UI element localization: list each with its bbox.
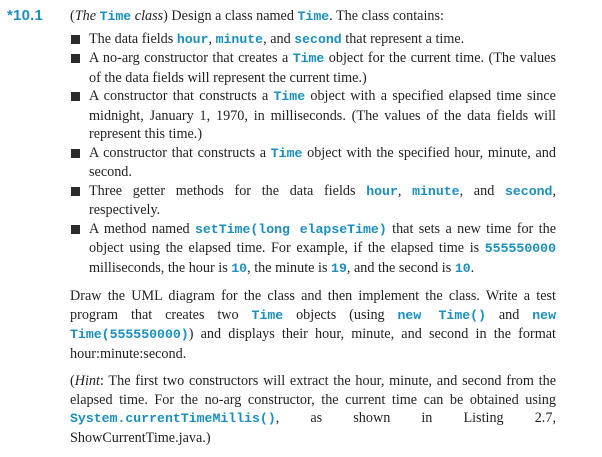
item-text: , and (459, 182, 505, 199)
square-bullet-icon (71, 225, 80, 234)
item-text: A constructor that constructs a (89, 88, 274, 104)
paragraph-code: new Time(555550000) (70, 307, 557, 342)
item-text: A method named (89, 220, 195, 237)
item-text: object for the current time. (The values of the data fields will represent the current time.) (89, 50, 556, 86)
item-code: hour (366, 183, 398, 199)
draw-uml-paragraph (70, 287, 556, 363)
square-bullet-icon (71, 54, 80, 63)
paragraph-text: , as shown in Listing 2.7, ShowCurrentTime.java.) (70, 410, 556, 446)
item-code: Time (292, 51, 325, 66)
paragraph-text: ) and displays their hour, minute, and second in the format hour:minute:second. (70, 326, 556, 362)
item-text: that represent a time. (341, 30, 465, 47)
item-text: The data fields (89, 30, 177, 47)
square-bullet-icon (71, 149, 80, 158)
list-item (70, 49, 556, 87)
item-code: 10 (454, 260, 471, 276)
item-code: setTime(long elapseTime) (194, 221, 387, 237)
intro-open-paren: ( (70, 8, 75, 24)
item-text: A constructor that constructs a (89, 144, 271, 161)
paragraph-text: objects (using (283, 306, 398, 323)
item-text: , and the second is (346, 259, 455, 276)
item-code: Time (270, 145, 303, 161)
item-text: object with the specified hour, minute, and second. (89, 144, 556, 180)
hint-paragraph (70, 372, 556, 447)
item-text: , (397, 182, 413, 199)
square-bullet-icon (71, 35, 80, 44)
exercise-title-code: Time (99, 9, 132, 24)
item-code: minute (215, 31, 264, 47)
paragraph-code: System.currentTimeMillis() (70, 411, 276, 426)
item-text: , the minute is (247, 259, 332, 276)
item-code: Time (273, 89, 306, 104)
paragraph-text: and (486, 306, 533, 323)
item-text: that sets a new time for the object using the elapsed time. For example, if the elapsed time is (89, 220, 556, 256)
item-code: hour (176, 31, 209, 47)
intro-close-paren: ) (163, 8, 168, 24)
item-text: Three getter methods for the data fields (89, 182, 367, 199)
list-item (70, 144, 556, 182)
list-item (70, 182, 556, 220)
item-text: milliseconds, the hour is (89, 259, 232, 276)
item-code: 10 (231, 260, 248, 276)
list-item (70, 30, 556, 50)
item-text: , respectively. (89, 182, 556, 218)
list-item (70, 87, 556, 144)
item-code: 19 (331, 260, 347, 276)
square-bullet-icon (71, 187, 80, 196)
intro-text-a: Design a class named (167, 8, 298, 24)
intro-text-b: . The class contains: (329, 8, 444, 24)
exercise-intro (70, 7, 556, 27)
item-code: second (504, 183, 553, 199)
paragraph-code: new Time() (397, 307, 486, 323)
paragraph-text: Draw the UML diagram for the class and then implement the class. Write a test program that creates two (70, 288, 556, 323)
exercise-title-suffix: class (131, 8, 164, 24)
item-text: . (470, 259, 475, 276)
requirements-list (70, 30, 556, 279)
paragraph-code: Time (251, 307, 284, 323)
hint-label: Hint (74, 373, 100, 389)
exercise-content (70, 7, 556, 447)
hint-open-paren: ( (70, 373, 75, 389)
exercise-number: *10.1 (7, 7, 44, 24)
paragraph-text: : The first two constructors will extract the hour, minute, and second from the elapsed time. For the no-arg constructor, the current time can be obtained using (70, 373, 556, 408)
list-item (70, 220, 556, 279)
item-code: second (294, 31, 342, 47)
item-text: , and (263, 30, 295, 47)
item-text: A no-arg constructor that creates a (89, 50, 293, 66)
item-text: object with a specified elapsed time since midnight, January 1, 1970, in milliseconds. (The values of the data fields will represent this time.) (89, 88, 556, 142)
exercise-title-text: The (74, 8, 100, 24)
item-code: 555550000 (484, 241, 556, 256)
square-bullet-icon (71, 92, 80, 101)
item-code: minute (412, 183, 460, 199)
item-text: , (208, 30, 216, 47)
intro-class-code: Time (297, 9, 330, 24)
